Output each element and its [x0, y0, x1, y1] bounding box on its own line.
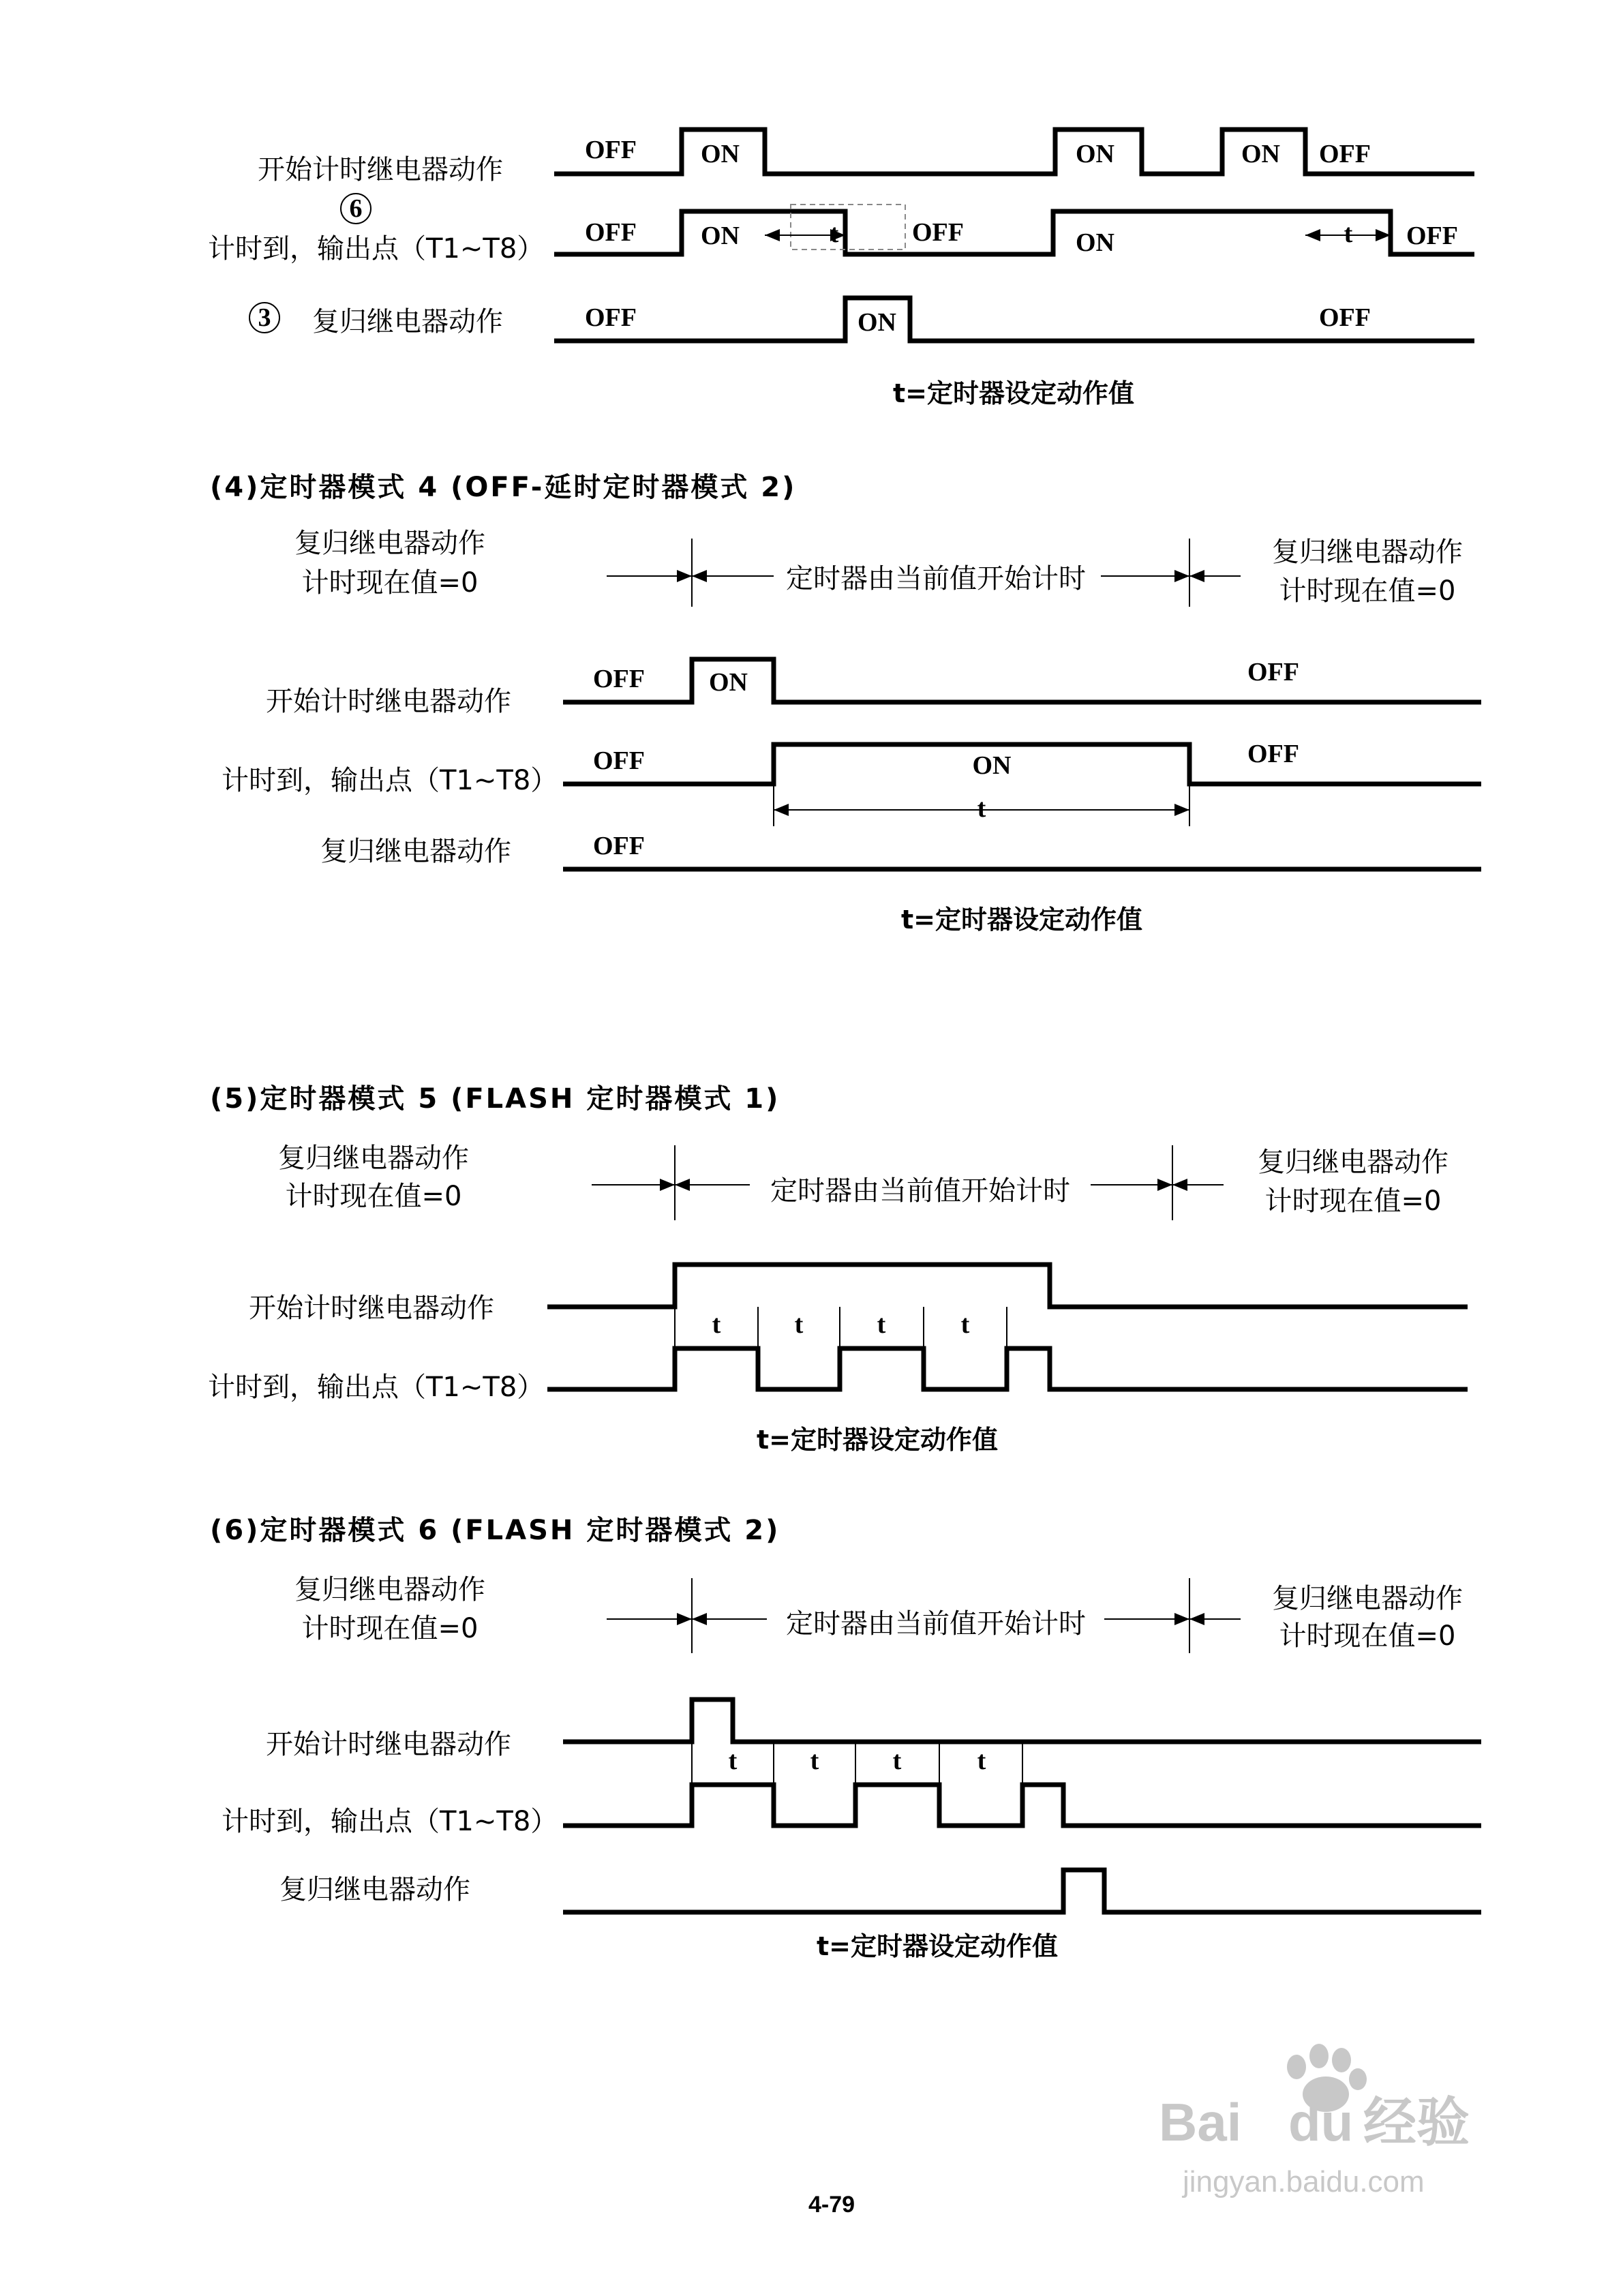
arrow-right-icon	[1157, 1179, 1172, 1191]
mode4-output-off-2: OFF	[1247, 740, 1299, 768]
mode5-reset-relay-right: 复归继电器动作	[1258, 1147, 1448, 1178]
reset-off-2: OFF	[1319, 303, 1371, 332]
baidu-jingyan-watermark	[1159, 2044, 1470, 2199]
arrow-right-icon	[677, 1613, 692, 1625]
label-reset-relay: 复归继电器动作	[312, 306, 503, 337]
mode4-start-on: ON	[709, 668, 748, 697]
mode4-current-zero-left: 计时现在值=0	[301, 567, 479, 599]
t-definition-1: t=定时器设定动作值	[893, 378, 1135, 408]
arrow-right-icon	[660, 1179, 675, 1191]
circle-6-label: 6	[349, 194, 363, 223]
output-on-1: ON	[701, 222, 740, 250]
mode4-t-label: t	[977, 794, 986, 823]
mode5-start-waveform	[547, 1265, 1468, 1307]
mode5-reset-relay-left: 复归继电器动作	[278, 1143, 469, 1174]
t-label-2: t	[1344, 220, 1353, 248]
mode5-output-waveform	[547, 1348, 1468, 1389]
arrow-left-icon	[1305, 229, 1320, 241]
arrow-left-icon	[765, 229, 780, 241]
t-definition-3: t=定时器设定动作值	[757, 1425, 999, 1455]
t-label-1: t	[830, 220, 839, 248]
arrow-left-icon	[774, 804, 789, 816]
mode6-t-label-2: t	[810, 1747, 819, 1775]
page-number: 4-79	[808, 2192, 855, 2218]
mode6-t-label-4: t	[977, 1747, 986, 1775]
arrow-right-icon	[1174, 570, 1189, 582]
watermark-brand-cn: 经验	[1363, 2092, 1470, 2152]
mode4-output-off-1: OFF	[593, 746, 645, 775]
start-off-2: OFF	[1319, 140, 1371, 168]
mode4-heading: (4)定时器模式 4 (OFF-延时定时器模式 2)	[210, 472, 797, 503]
mode6-start-waveform	[563, 1700, 1481, 1742]
mode6-current-zero-left: 计时现在值=0	[301, 1613, 479, 1644]
mode4-current-zero-right: 计时现在值=0	[1279, 575, 1456, 607]
t-definition-2: t=定时器设定动作值	[901, 905, 1143, 935]
watermark-brand-a: Bai	[1159, 2092, 1242, 2152]
start-off-1: OFF	[585, 136, 637, 164]
mode5-t-label-2: t	[794, 1310, 804, 1339]
mode6-heading: (6)定时器模式 6 (FLASH 定时器模式 2)	[210, 1515, 780, 1546]
reset-off-1: OFF	[585, 303, 637, 332]
mode5-current-zero-right: 计时现在值=0	[1264, 1185, 1442, 1217]
arrow-right-icon	[677, 570, 692, 582]
arrow-right-icon	[1174, 1613, 1189, 1625]
output-on-2: ON	[1076, 228, 1114, 257]
mode4-counting-text: 定时器由当前值开始计时	[786, 563, 1086, 594]
label-start-relay: 开始计时继电器动作	[258, 154, 503, 185]
output-off-3: OFF	[1406, 222, 1458, 250]
arrow-left-icon	[692, 1613, 707, 1625]
mode4-reset-off: OFF	[593, 832, 645, 860]
section-mode-5	[208, 1083, 1468, 1455]
mode6-start-label: 开始计时继电器动作	[266, 1729, 511, 1760]
mode4-reset-relay-right: 复归继电器动作	[1272, 537, 1463, 568]
arrow-left-icon	[1189, 1613, 1204, 1625]
start-on-3: ON	[1241, 140, 1280, 168]
mode5-current-zero-left: 计时现在值=0	[285, 1181, 462, 1212]
mode5-t-label-4: t	[960, 1310, 970, 1339]
mode5-heading: (5)定时器模式 5 (FLASH 定时器模式 1)	[210, 1083, 780, 1115]
arrow-left-icon	[1172, 1179, 1187, 1191]
mode4-output-on: ON	[972, 751, 1012, 780]
output-off-2: OFF	[912, 218, 964, 247]
mode5-t-label-3: t	[877, 1310, 886, 1339]
mode5-start-label: 开始计时继电器动作	[249, 1293, 494, 1324]
section-top-timing	[208, 130, 1474, 408]
arrow-left-icon	[675, 1179, 690, 1191]
mode5-t-label-1: t	[712, 1310, 721, 1339]
start-on-2: ON	[1076, 140, 1114, 168]
section-mode-6	[210, 1515, 1481, 1961]
mode6-reset-label: 复归继电器动作	[279, 1874, 470, 1905]
mode4-start-waveform	[563, 659, 1481, 702]
t-definition-4: t=定时器设定动作值	[817, 1931, 1059, 1961]
mode5-counting-text: 定时器由当前值开始计时	[770, 1175, 1070, 1207]
mode6-current-zero-right: 计时现在值=0	[1279, 1620, 1456, 1652]
mode6-t-label-1: t	[728, 1747, 738, 1775]
circle-3-label: 3	[258, 303, 271, 332]
watermark-brand-b: du	[1288, 2092, 1354, 2152]
mode4-output-waveform	[563, 744, 1481, 784]
mode4-output-label: 计时到，输出点（T1~T8）	[222, 765, 558, 796]
label-timeout-output: 计时到，输出点（T1~T8）	[208, 233, 545, 265]
mode6-reset-relay-left: 复归继电器动作	[294, 1574, 485, 1605]
mode6-reset-waveform	[563, 1870, 1481, 1912]
mode6-output-label: 计时到，输出点（T1~T8）	[222, 1806, 558, 1837]
reset-on-1: ON	[858, 308, 896, 337]
arrow-left-icon	[692, 570, 707, 582]
mode6-reset-relay-right: 复归继电器动作	[1272, 1583, 1463, 1614]
watermark-url: jingyan.baidu.com	[1183, 2165, 1425, 2199]
mode6-counting-text: 定时器由当前值开始计时	[786, 1608, 1086, 1640]
output-off-1: OFF	[585, 218, 637, 247]
start-on-1: ON	[701, 140, 740, 168]
mode4-start-label: 开始计时继电器动作	[266, 686, 511, 717]
mode6-output-waveform	[563, 1785, 1481, 1826]
mode5-output-label: 计时到，输出点（T1~T8）	[208, 1372, 545, 1403]
mode4-reset-relay-left: 复归继电器动作	[294, 528, 485, 559]
arrow-left-icon	[1189, 570, 1204, 582]
section-mode-4	[210, 472, 1481, 935]
arrow-right-icon	[1174, 804, 1189, 816]
output-waveform	[554, 211, 1474, 254]
mode4-start-off-2: OFF	[1247, 658, 1299, 686]
mode6-t-label-3: t	[892, 1747, 902, 1775]
mode4-start-off-1: OFF	[593, 665, 645, 693]
mode4-reset-label: 复归继电器动作	[320, 836, 511, 867]
